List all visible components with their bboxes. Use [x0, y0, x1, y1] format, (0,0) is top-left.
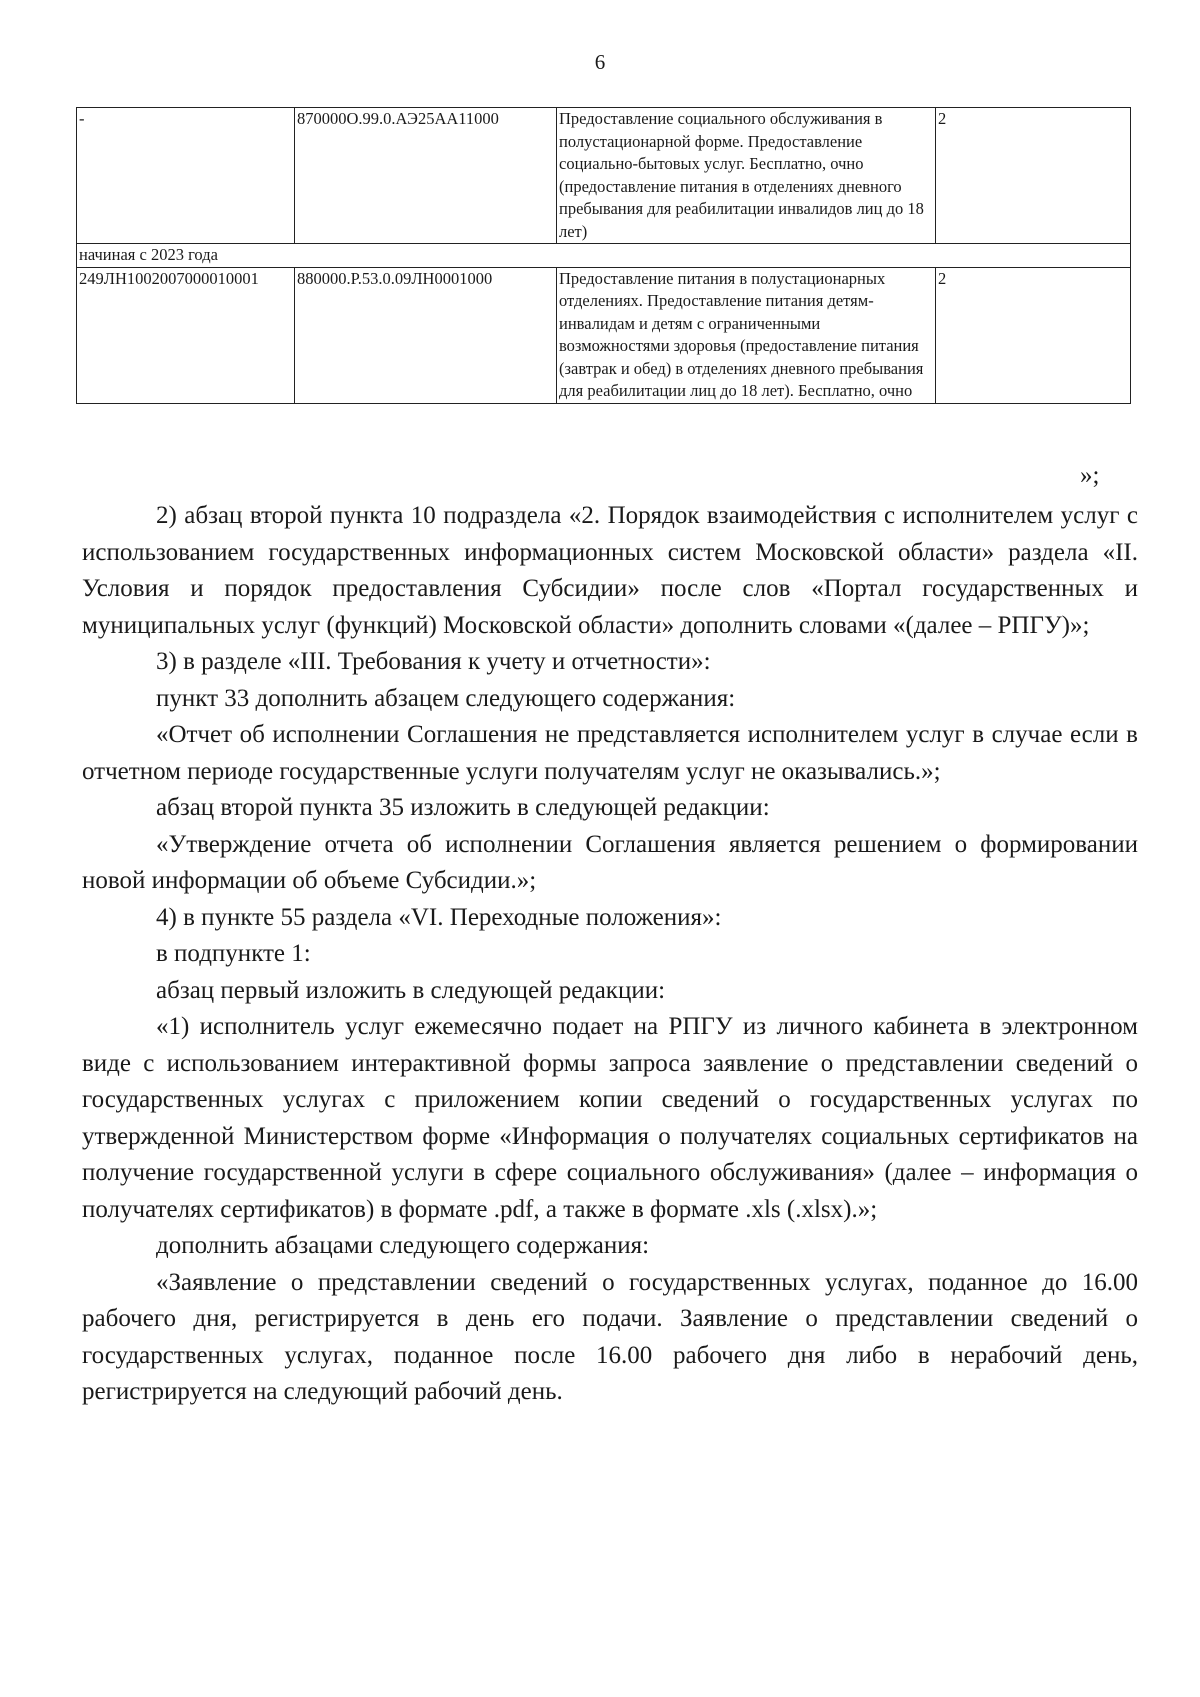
row2-service-description: Предоставление питания в полустационарных отделениях. Предоставление питания детям-инвалидам и детям с ограниченными возможностями здоровья (предоставление питания (завтрак и обед) в отделениях дневного пребывания для реабилитации лиц до 18 лет). Бесплатно, очно: [557, 267, 936, 403]
paragraph: «Заявление о представлении сведений о государственных услугах, поданное до 16.00 рабочего дня, регистрируется в день его подачи. Заявление о представлении сведений о государственных услугах, поданное после 16.00 рабочего дня либо в нерабочий день, регистрируется на следующий рабочий день.: [82, 1268, 1138, 1405]
paragraph: 2) абзац второй пункта 10 подраздела «2. Порядок взаимодействия с исполнителем услуг с использованием государственных информационных систем Московской области» раздела «II. Условия и порядок предоставления Субсидии» после слов «Портал государственных и муниципальных услуг (функций) Московской области» дополнить словами «(далее – РПГУ)»;: [82, 502, 1138, 639]
paragraph: «1) исполнитель услуг ежемесячно подает на РПГУ из личного кабинета в электронном виде с использованием интерактивной формы запроса заявление о представлении сведений о государственных услугах с приложением копии сведений о государственных услугах по утвержденной Министерством форме «Информация о получателях социальных сертификатов на получение государственной услуги в сфере социального обслуживания» (далее – информация о получателях сертификатов) в формате .pdf, а также в формате .xls (.xlsx).»;: [82, 1013, 1138, 1223]
table-row: [77, 108, 1131, 244]
row1-registry-number: -: [77, 108, 295, 244]
closing-quote: »;: [1080, 462, 1100, 489]
paragraph: «Отчет об исполнении Соглашения не представляется исполнителем услуг в случае если в отчетном периоде государственные услуги получателям услуг не оказывались.»;: [82, 721, 1138, 785]
paragraph: в подпункте 1:: [156, 940, 311, 967]
paragraph: 3) в разделе «III. Требования к учету и отчетности»:: [156, 648, 711, 675]
table-row: [77, 267, 1131, 403]
services-table: [76, 107, 1131, 404]
paragraph: абзац первый изложить в следующей редакции:: [156, 976, 666, 1004]
document-body: [82, 498, 1138, 1411]
row1-service-description: Предоставление социального обслуживания в полустационарной форме. Предоставление социально-бытовых услуг. Бесплатно, очно (предоставление питания в отделениях дневного пребывания для реабилитации инвалидов лиц до 18 лет): [557, 108, 936, 244]
row2-service-code: 880000.Р.53.0.09ЛН0001000: [295, 267, 557, 403]
row1-value: 2: [936, 108, 1131, 244]
page-number: 6: [594, 50, 606, 74]
paragraph: пункт 33 дополнить абзацем следующего содержания:: [156, 684, 736, 712]
row2-registry-number: 249ЛН1002007000010001: [77, 267, 295, 403]
paragraph: дополнить абзацами следующего содержания:: [156, 1232, 650, 1259]
table-subheader: начиная с 2023 года: [77, 244, 1131, 268]
paragraph: 4) в пункте 55 раздела «VI. Переходные положения»:: [156, 903, 722, 931]
row1-service-code: 870000О.99.0.АЭ25АА11000: [295, 108, 557, 244]
paragraph: абзац второй пункта 35 изложить в следующей редакции:: [156, 794, 770, 821]
table-subheader-row: [77, 244, 1131, 268]
row2-value: 2: [936, 267, 1131, 403]
paragraph: «Утверждение отчета об исполнении Соглашения является решением о формировании новой информации об объеме Субсидии.»;: [82, 830, 1138, 894]
